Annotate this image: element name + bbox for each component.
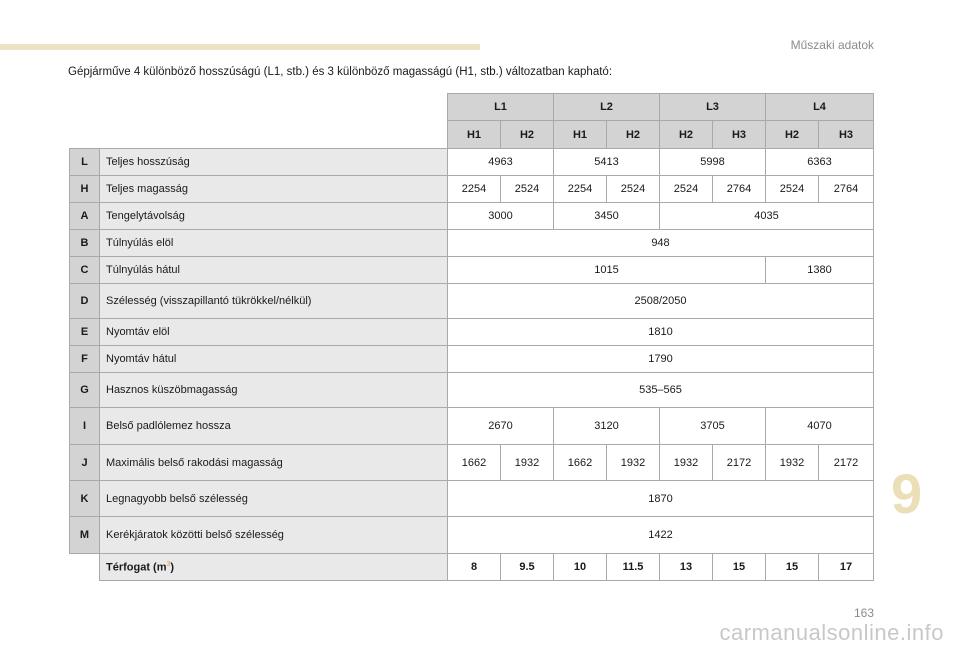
table-cell: 4070 <box>766 408 874 445</box>
row-code: J <box>70 445 100 481</box>
table-cell: 1422 <box>448 517 874 554</box>
table-row <box>70 346 874 373</box>
table-row <box>70 149 874 176</box>
watermark: carmanualsonline.info <box>719 620 944 645</box>
table-cell: 1790 <box>448 346 874 373</box>
row-code: F <box>70 346 100 373</box>
table-row <box>70 408 874 445</box>
height-header: H1 <box>448 121 501 149</box>
table-cell: 2508/2050 <box>448 284 874 319</box>
table-cell: 15 <box>766 554 819 581</box>
row-code: A <box>70 203 100 230</box>
table-row <box>70 319 874 346</box>
table-cell: 3705 <box>660 408 766 445</box>
height-header: H2 <box>660 121 713 149</box>
table-row <box>70 230 874 257</box>
table-cell: 1015 <box>448 257 766 284</box>
table-cell: 2524 <box>766 176 819 203</box>
table-cell: 3000 <box>448 203 554 230</box>
length-header: L2 <box>554 94 660 121</box>
table-cell: 8 <box>448 554 501 581</box>
table-cell: 2524 <box>607 176 660 203</box>
chapter-number: 9 <box>891 462 923 525</box>
table-cell: 3120 <box>554 408 660 445</box>
length-header: L3 <box>660 94 766 121</box>
height-header: H3 <box>819 121 874 149</box>
row-label: Teljes hosszúság <box>100 149 448 176</box>
row-code: M <box>70 517 100 554</box>
table-row <box>70 445 874 481</box>
volume-label: Térfogat $(m^3)$ <box>100 554 448 581</box>
table-cell: 6363 <box>766 149 874 176</box>
table-cell: 1662 <box>448 445 501 481</box>
table-cell: 1932 <box>501 445 554 481</box>
table-cell: 15 <box>713 554 766 581</box>
row-code: K <box>70 481 100 517</box>
table-cell: 5413 <box>554 149 660 176</box>
row-label: Belső padlólemez hossza <box>100 408 448 445</box>
row-code: C <box>70 257 100 284</box>
row-code: H <box>70 176 100 203</box>
table-cell: 2524 <box>501 176 554 203</box>
section-title: Műszaki adatok <box>790 38 874 52</box>
row-label: Tengelytávolság <box>100 203 448 230</box>
page-number: 163 <box>853 606 874 620</box>
row-label: Nyomtáv elöl <box>100 319 448 346</box>
row-label: Teljes magasság <box>100 176 448 203</box>
row-code: D <box>70 284 100 319</box>
table-row <box>70 203 874 230</box>
table-cell: 1870 <box>448 481 874 517</box>
table-cell: 4963 <box>448 149 554 176</box>
height-header: H2 <box>501 121 554 149</box>
table-cell: 1810 <box>448 319 874 346</box>
row-code: B <box>70 230 100 257</box>
row-label: Maximális belső rakodási magasság <box>100 445 448 481</box>
length-header: L4 <box>766 94 874 121</box>
table-cell: 2670 <box>448 408 554 445</box>
row-label: Túlnyúlás hátul <box>100 257 448 284</box>
table-cell: 9.5 <box>501 554 554 581</box>
row-code: E <box>70 319 100 346</box>
table-cell: 1932 <box>607 445 660 481</box>
table-cell: 2524 <box>660 176 713 203</box>
table-cell: 1932 <box>660 445 713 481</box>
row-label: Kerékjáratok közötti belső szélesség <box>100 517 448 554</box>
table-cell: 2764 <box>713 176 766 203</box>
table-cell: 535–565 <box>448 373 874 408</box>
table-row <box>70 176 874 203</box>
table-cell: 2764 <box>819 176 874 203</box>
table-cell: 2254 <box>554 176 607 203</box>
table-cell: 2172 <box>713 445 766 481</box>
height-header: H2 <box>766 121 819 149</box>
table-cell: 11.5 <box>607 554 660 581</box>
table-cell: 2254 <box>448 176 501 203</box>
table-cell: 13 <box>660 554 713 581</box>
table-row <box>70 284 874 319</box>
row-code: L <box>70 149 100 176</box>
intro-text: Gépjárműve 4 különböző hosszúságú (L1, stb.) és 3 különböző magasságú (H1, stb.) változatban kapható: <box>68 66 613 78</box>
table-cell: 5998 <box>660 149 766 176</box>
height-header: H3 <box>713 121 766 149</box>
row-code: G <box>70 373 100 408</box>
table-cell: 1380 <box>766 257 874 284</box>
row-label: Legnagyobb belső szélesség <box>100 481 448 517</box>
table-cell: 948 <box>448 230 874 257</box>
height-header-row <box>70 121 874 149</box>
height-header: H2 <box>607 121 660 149</box>
table-cell: 1932 <box>766 445 819 481</box>
table-cell: 1662 <box>554 445 607 481</box>
table-cell: 2172 <box>819 445 874 481</box>
table-row <box>70 373 874 408</box>
length-header-row <box>70 94 874 121</box>
volume-row <box>70 554 874 581</box>
row-label: Túlnyúlás elöl <box>100 230 448 257</box>
row-code: I <box>70 408 100 445</box>
table-cell: 4035 <box>660 203 874 230</box>
table-row <box>70 257 874 284</box>
table-cell: 10 <box>554 554 607 581</box>
row-label: Hasznos küszöbmagasság <box>100 373 448 408</box>
height-header: H1 <box>554 121 607 149</box>
row-label: Szélesség (visszapillantó tükrökkel/nélkül) <box>100 284 448 319</box>
header-accent-bar <box>0 44 480 50</box>
table-cell: 3450 <box>554 203 660 230</box>
dimensions-table <box>69 93 874 581</box>
row-label: Nyomtáv hátul <box>100 346 448 373</box>
table-row <box>70 481 874 517</box>
table-cell: 17 <box>819 554 874 581</box>
table-row <box>70 517 874 554</box>
length-header: L1 <box>448 94 554 121</box>
